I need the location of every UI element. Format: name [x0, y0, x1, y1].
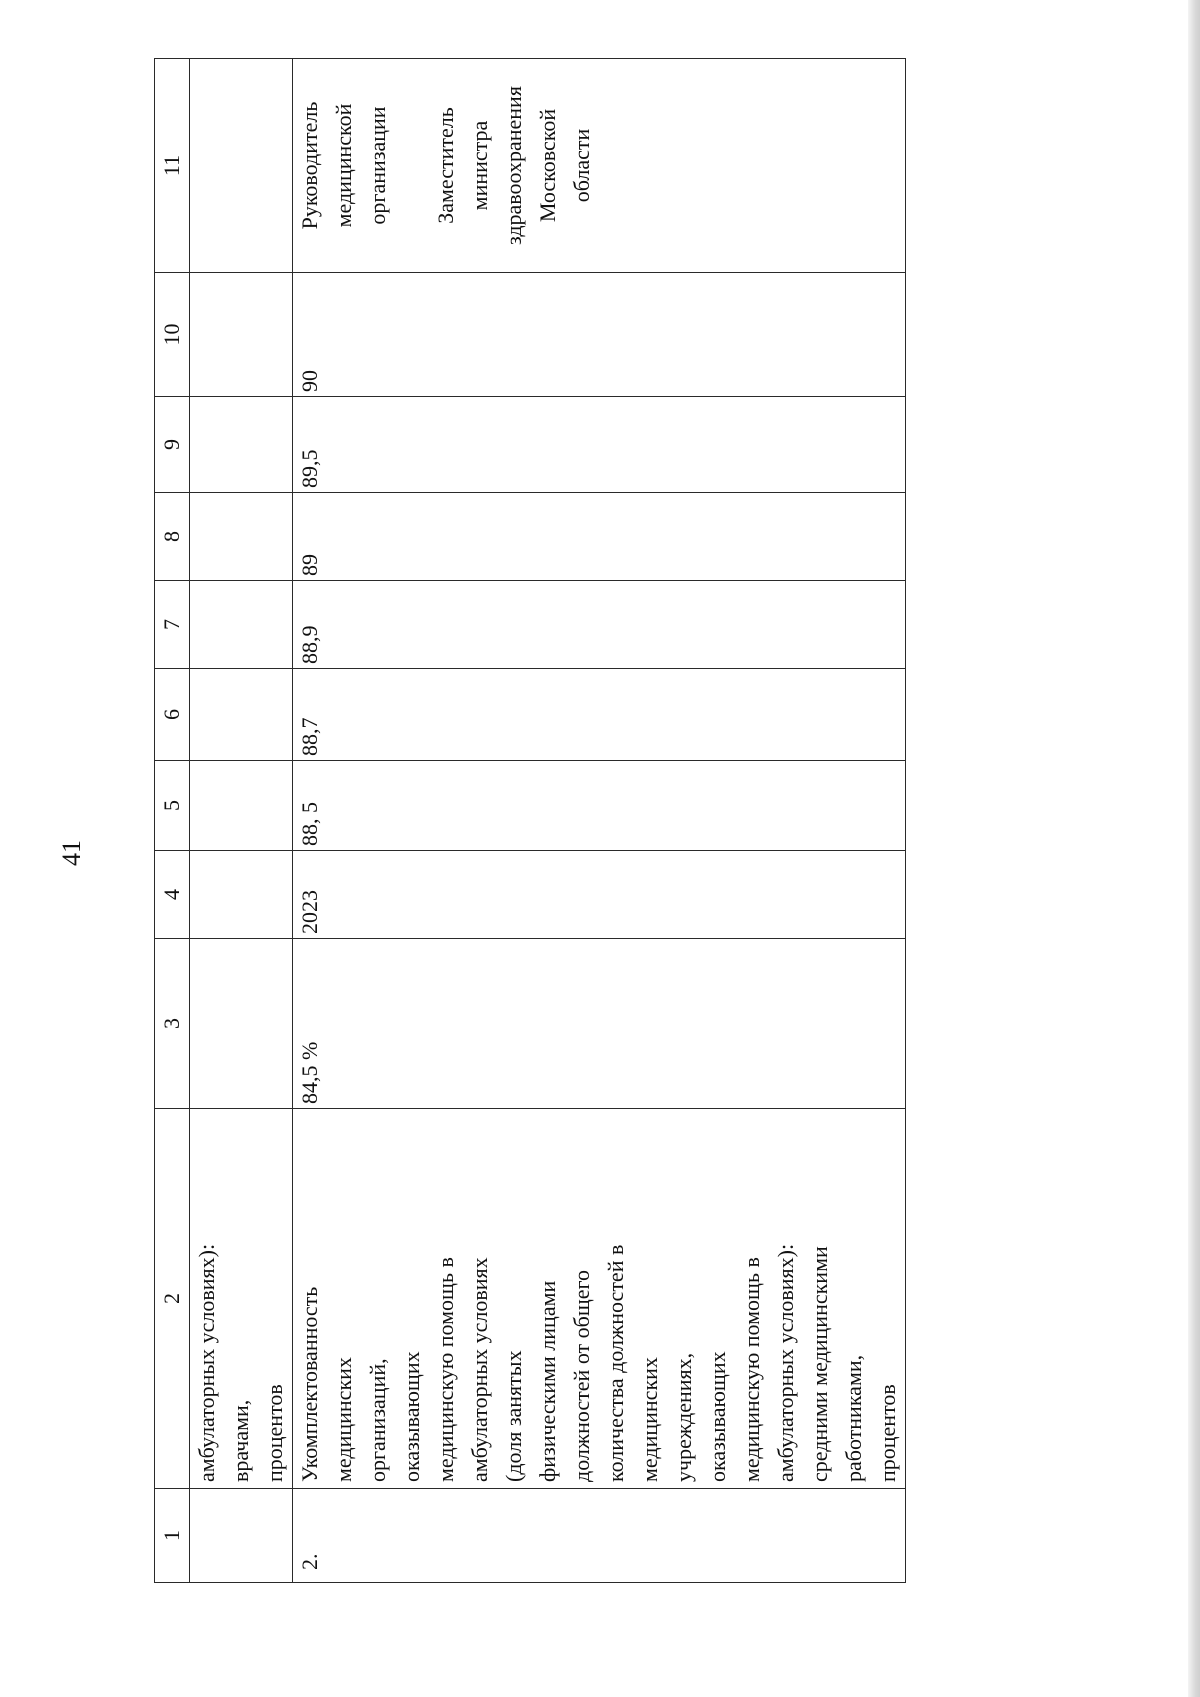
empty-cell — [190, 939, 293, 1109]
resp-line: министра — [467, 120, 492, 211]
rotated-table-area — [154, 59, 900, 1583]
desc-line: амбулаторных условиях): — [194, 1243, 219, 1482]
resp-line: области — [569, 128, 594, 203]
target-value-col5: 88, 5 — [293, 761, 906, 851]
empty-cell — [190, 493, 293, 581]
resp-line: Московской — [535, 108, 560, 223]
indicator-description — [293, 1109, 906, 1489]
page-number: 41 — [57, 840, 86, 866]
col-header-5: 5 — [155, 761, 190, 851]
col-header-10: 10 — [155, 273, 190, 397]
desc-line: медицинскую помощь в — [433, 1257, 458, 1482]
col-header-2: 2 — [155, 1109, 190, 1489]
resp-line: Заместитель — [433, 107, 458, 224]
empty-cell — [190, 273, 293, 397]
base-year: 2023 — [293, 851, 906, 939]
target-value-col8: 89 — [293, 493, 906, 581]
desc-line: медицинскую помощь в — [739, 1257, 764, 1482]
desc-line: процентов — [262, 1384, 287, 1482]
empty-cell — [190, 761, 293, 851]
desc-line: амбулаторных условиях — [467, 1257, 492, 1482]
empty-cell — [190, 581, 293, 669]
col-header-4: 4 — [155, 851, 190, 939]
desc-line: медицинских — [637, 1357, 662, 1482]
continuation-row — [190, 59, 293, 1583]
desc-line: процентов — [875, 1384, 900, 1482]
resp-line: здравоохранения — [501, 86, 526, 245]
empty-cell — [190, 397, 293, 493]
desc-line: работниками, — [841, 1354, 866, 1482]
desc-line: оказывающих — [399, 1351, 424, 1482]
col-header-3: 3 — [155, 939, 190, 1109]
empty-cell — [190, 669, 293, 761]
col-header-1: 1 — [155, 1489, 190, 1583]
desc-line: средними медицинскими — [807, 1246, 832, 1482]
col-header-6: 6 — [155, 669, 190, 761]
row-number: 2. — [293, 1489, 906, 1583]
col-header-7: 7 — [155, 581, 190, 669]
empty-cell — [190, 851, 293, 939]
empty-cell — [190, 59, 293, 273]
indicators-table — [154, 58, 906, 1583]
col-header-9: 9 — [155, 397, 190, 493]
desc-line: оказывающих — [705, 1351, 730, 1482]
responsible-persons — [293, 59, 906, 273]
desc-line: (доля занятых — [501, 1350, 526, 1482]
continuation-desc-cell — [190, 1109, 293, 1489]
col-header-8: 8 — [155, 493, 190, 581]
desc-line: амбулаторных условиях): — [773, 1243, 798, 1482]
column-number-row — [155, 59, 190, 1583]
desc-line: учреждениях, — [671, 1352, 696, 1482]
continuation-num-cell — [190, 1489, 293, 1583]
desc-line: должностей от общего — [569, 1269, 594, 1482]
target-value-col6: 88,7 — [293, 669, 906, 761]
resp-line: медицинской — [331, 103, 356, 228]
desc-line: физическими лицами — [535, 1280, 560, 1482]
baseline-value: 84,5 % — [293, 939, 906, 1109]
target-value-col10: 90 — [293, 273, 906, 397]
desc-line: медицинских — [331, 1357, 356, 1482]
desc-line: Укомплектованность — [297, 1286, 322, 1482]
resp-line: Руководитель — [297, 101, 322, 230]
desc-line: врачами, — [228, 1399, 253, 1482]
desc-line: организаций, — [365, 1358, 390, 1482]
target-value-col7: 88,9 — [293, 581, 906, 669]
desc-line: количества должностей в — [603, 1244, 628, 1482]
col-header-11: 11 — [155, 59, 190, 273]
scan-edge — [1188, 0, 1200, 1697]
table-row — [293, 59, 906, 1583]
resp-spacer — [395, 61, 429, 270]
target-value-col9: 89,5 — [293, 397, 906, 493]
resp-line: организации — [365, 106, 390, 225]
